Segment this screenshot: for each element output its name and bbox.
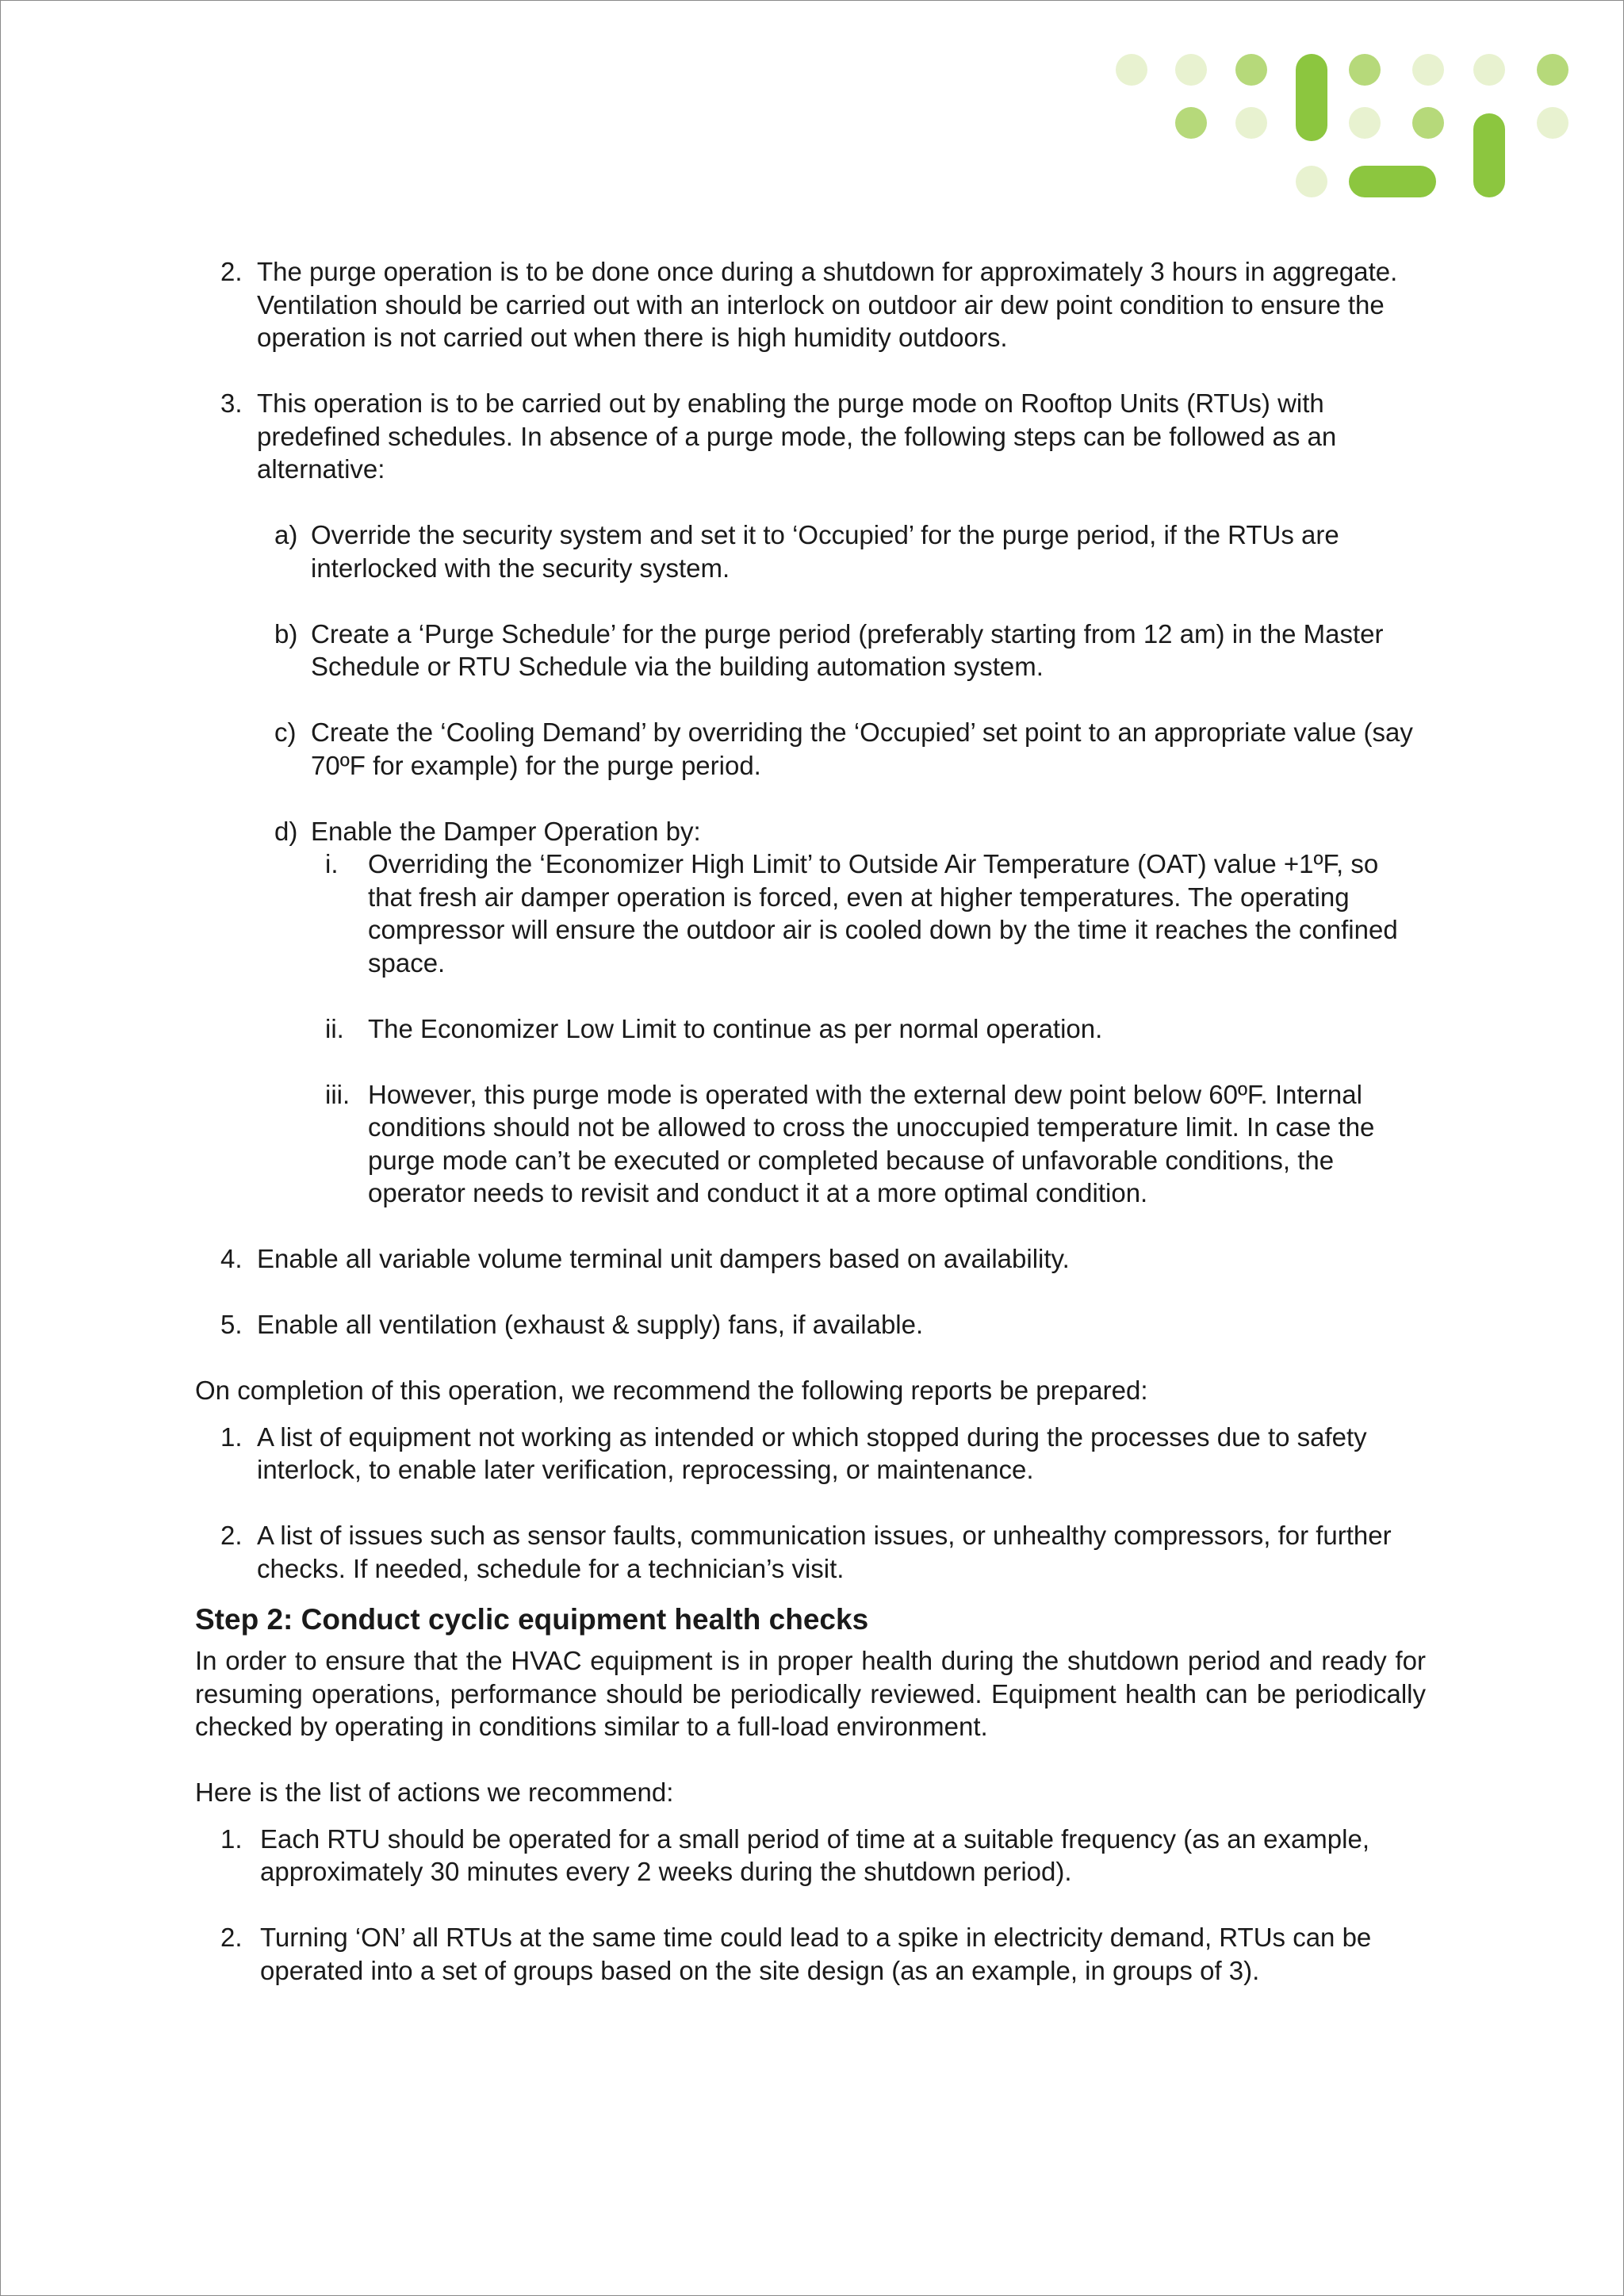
section-heading: Step 2: Conduct cyclic equipment health checks — [195, 1603, 869, 1636]
list-number: 2. — [220, 1923, 243, 1952]
list-item — [195, 255, 1426, 354]
list-item — [195, 1242, 1426, 1276]
decor-dot — [1175, 107, 1207, 139]
actions-intro-text: Here is the list of actions we recommend: — [195, 1777, 674, 1807]
report-item — [195, 1421, 1426, 1487]
reports-intro — [195, 1374, 1426, 1407]
decor-dot — [1349, 54, 1381, 86]
action-item — [195, 1921, 1426, 1987]
sub-step-text: Override the security system and set it to ‘Occupied’ for the purge period, if the RTUs are interlocked with the security system. — [311, 520, 1339, 583]
sub-step-letter: b) — [274, 618, 298, 649]
damper-step-text: Overriding the ‘Economizer High Limit’ to Outside Air Temperature (OAT) value +1ºF, so that fresh air damper operation is forced, even at higher temperatures. The operating compressor will ensure the outdoor air is cooled down by the time it reaches the confined space. — [368, 849, 1398, 978]
sub-step-letter: a) — [274, 520, 298, 549]
sub-step-item — [195, 519, 1426, 584]
list-item — [195, 387, 1426, 486]
damper-step-item — [195, 1012, 1426, 1046]
roman-numeral: iii. — [325, 1079, 350, 1109]
section-body-text: In order to ensure that the HVAC equipment is in proper health during the shutdown period and ready for resuming operations, performance should be periodically reviewed. Equipment health can be periodically checked by operating in conditions similar to a full-load environment. — [195, 1646, 1426, 1741]
decor-dot — [1537, 107, 1568, 139]
list-number: 1. — [220, 1823, 243, 1854]
action-text: Turning ‘ON’ all RTUs at the same time could lead to a spike in electricity demand, RTUs can be operated into a set of groups based on the site design (as an example, in groups of 3). — [260, 1923, 1372, 1985]
decor-dot — [1349, 107, 1381, 139]
report-item — [195, 1519, 1426, 1585]
sub-step-item — [195, 618, 1426, 683]
reports-intro-text: On completion of this operation, we recommend the following reports be prepared: — [195, 1376, 1148, 1405]
sub-step-text: Create the ‘Cooling Demand’ by overriding the ‘Occupied’ set point to an appropriate value (say 70ºF for example) for the purge period. — [311, 718, 1413, 780]
roman-numeral: ii. — [325, 1013, 344, 1043]
decor-dot — [1116, 54, 1147, 86]
damper-step-item — [195, 1078, 1426, 1210]
action-item — [195, 1823, 1426, 1888]
decor-dot — [1537, 54, 1568, 86]
list-text: The purge operation is to be done once during a shutdown for approximately 3 hours in aggregate. Ventilation should be carried out with an interlock on outdoor air dew point condition to ensure the operation is not carried out when there is high humidity outdoors. — [257, 257, 1398, 352]
list-text: Enable all variable volume terminal unit dampers based on availability. — [257, 1244, 1070, 1273]
list-number: 2. — [220, 1521, 243, 1550]
list-item — [195, 1308, 1426, 1341]
damper-step-text: However, this purge mode is operated with the external dew point below 60ºF. Internal conditions should not be allowed to cross the unoccupied temperature limit. In case the purge mode can’t be executed or completed because of unfavorable conditions, the operator needs to revisit and conduct it at a more optimal condition. — [368, 1079, 1375, 1207]
sub-step-item — [195, 815, 1426, 848]
decor-dot — [1412, 107, 1444, 139]
roman-numeral: i. — [325, 849, 339, 878]
list-text: Enable all ventilation (exhaust & supply) fans, if available. — [257, 1310, 924, 1339]
report-text: A list of equipment not working as intended or which stopped during the processes due to safety interlock, to enable later verification, reprocessing, or maintenance. — [257, 1422, 1367, 1484]
list-number: 3. — [220, 388, 243, 418]
damper-step-text: The Economizer Low Limit to continue as per normal operation. — [368, 1013, 1103, 1043]
decor-dot — [1235, 107, 1267, 139]
report-text: A list of issues such as sensor faults, communication issues, or unhealthy compressors, for further checks. If needed, schedule for a technician’s visit. — [257, 1521, 1392, 1583]
list-text: This operation is to be carried out by enabling the purge mode on Rooftop Units (RTUs) with predefined schedules. In absence of a purge mode, the following steps can be followed as an alternative: — [257, 388, 1337, 484]
list-number: 4. — [220, 1244, 243, 1273]
decorative-dot-pattern — [1102, 44, 1594, 210]
list-number: 5. — [220, 1310, 243, 1339]
decor-dot — [1175, 54, 1207, 86]
actions-intro — [195, 1776, 1426, 1809]
decor-capsule — [1349, 166, 1436, 197]
document-body — [195, 255, 1426, 1987]
decor-dot — [1235, 54, 1267, 86]
damper-step-item — [195, 848, 1426, 979]
section-body — [195, 1644, 1426, 1743]
list-number: 2. — [220, 257, 243, 286]
decor-dot — [1473, 54, 1505, 86]
list-number: 1. — [220, 1422, 243, 1452]
sub-step-text: Create a ‘Purge Schedule’ for the purge period (preferably starting from 12 am) in the Master Schedule or RTU Schedule via the building automation system. — [311, 618, 1384, 681]
decor-dot — [1296, 166, 1327, 197]
sub-step-item — [195, 716, 1426, 782]
decor-dot — [1412, 54, 1444, 86]
sub-step-letter: c) — [274, 718, 297, 747]
action-text: Each RTU should be operated for a small period of time at a suitable frequency (as an example, approximately 30 minutes every 2 weeks during the shutdown period). — [260, 1823, 1369, 1886]
decor-capsule — [1473, 113, 1505, 197]
sub-step-text: Enable the Damper Operation by: — [311, 816, 701, 846]
sub-step-letter: d) — [274, 816, 298, 846]
